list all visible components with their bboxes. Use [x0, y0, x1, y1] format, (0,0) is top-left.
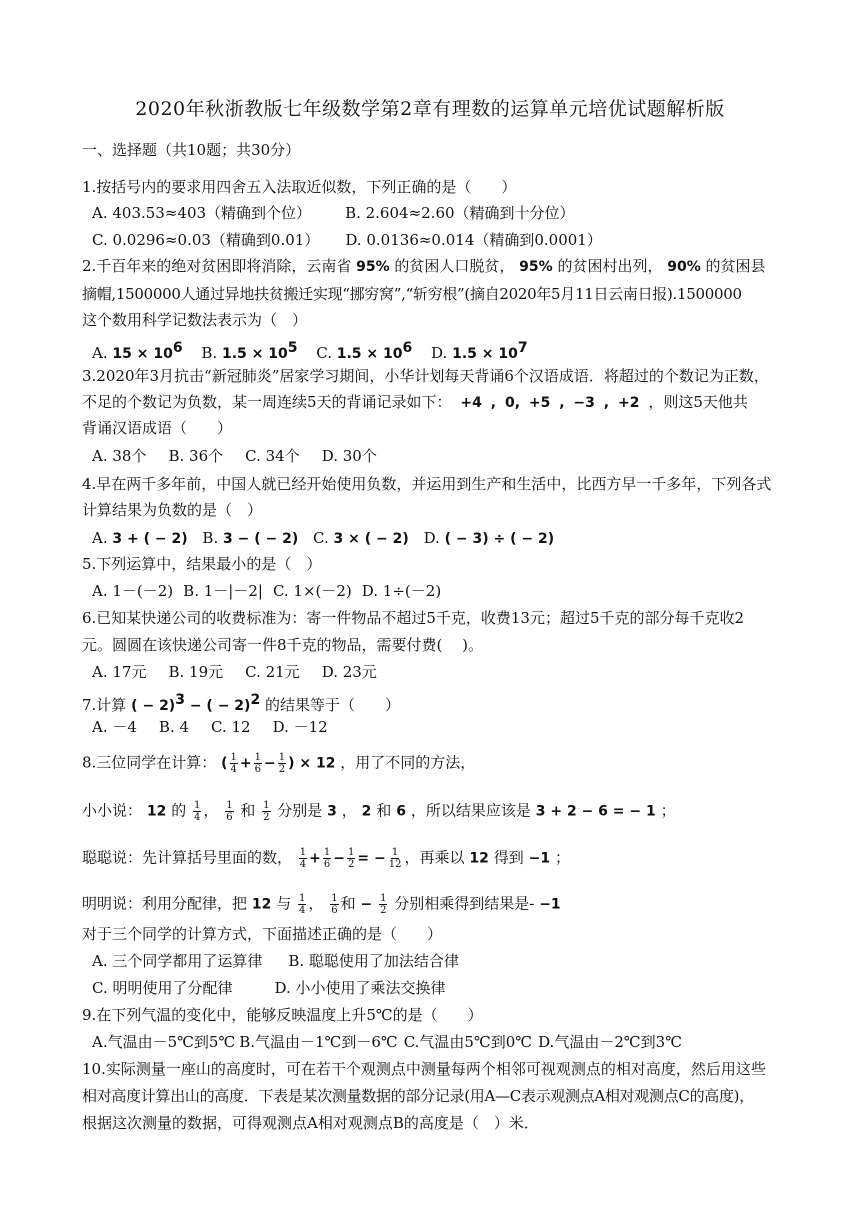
question-4-line2: 计算结果为负数的是（ ）: [82, 501, 263, 519]
numerator: 1: [331, 893, 338, 904]
denominator: 6: [254, 764, 261, 775]
denominator: 2: [348, 859, 355, 870]
option-expr: 1.5 × 10: [336, 346, 403, 362]
text: ，: [308, 894, 324, 913]
option-c: [313, 528, 409, 549]
fraction: [225, 800, 233, 823]
number: 12: [464, 850, 494, 867]
fraction: [347, 847, 355, 870]
question-2-line1: [82, 256, 766, 277]
option-b: B. 2.604≈2.60（精确到十分位）: [345, 204, 575, 222]
option-b: [202, 528, 298, 549]
option-label: A.: [92, 529, 108, 547]
fraction: [193, 800, 201, 823]
minus-sign: −: [333, 850, 346, 867]
denominator: 12: [388, 859, 402, 870]
numerator: 1: [226, 800, 233, 811]
denominator: 4: [230, 764, 237, 775]
question-10-line1: 10.实际测量一座山的高度时，可在若干个观测点中测量每两个相邻可视观测点的相对高度，然后用这些: [82, 1060, 766, 1078]
text: 得到: [493, 848, 524, 867]
expr: = −: [357, 850, 386, 867]
option-c: C. 0.0296≈0.03（精确到0.01）: [92, 231, 320, 249]
option-b: B. 1－|－2|: [183, 582, 263, 600]
text: 2.千百年来的绝对贫困即将消除，云南省: [82, 257, 357, 275]
text: ；: [554, 848, 570, 867]
numerator: 1: [278, 752, 286, 763]
option-c: C. 1×(－2): [272, 582, 352, 600]
plus-sign: +: [309, 850, 321, 867]
option-b: B. 聪聪使用了加法结合律: [288, 952, 459, 970]
question-3-line1: 3.2020年3月抗击“新冠肺炎”居家学习期间，小华计划每天背诵6个汉语成语．将超过的个数记为正数，: [82, 367, 769, 385]
option-label: B.: [202, 529, 219, 547]
number: −1: [534, 896, 561, 913]
text: ，: [341, 801, 357, 820]
text: 不足的个数记为负数，某一周连续5天的背诵记录如下：: [82, 393, 452, 411]
option-label: C.: [313, 529, 329, 547]
fraction: [379, 893, 387, 916]
xiaoxiao-says: [82, 800, 676, 823]
text: 明明说：利用分配律，把: [82, 894, 248, 913]
option-d: D. 0.0136≈0.014（精确到0.0001）: [345, 231, 602, 249]
option-a: A. 17元: [92, 663, 147, 681]
option-label: D.: [423, 529, 440, 547]
text: 和: [340, 894, 356, 913]
plus-sign: +: [239, 755, 252, 772]
option-expr: 3 × ( − 2): [333, 531, 409, 547]
number: 2: [356, 803, 377, 820]
exponent: 3: [175, 692, 185, 708]
question-2-line3: 这个数用科学记数法表示为（ ）: [82, 311, 308, 329]
option-c: C. 12: [211, 718, 251, 736]
paren-open: (: [221, 755, 228, 772]
numerator: 1: [299, 847, 307, 858]
text: 分别相乘得到结果是-: [394, 894, 535, 913]
numerator: 1: [254, 752, 261, 763]
text: 7.计算: [82, 696, 127, 714]
mingming-says: [82, 893, 561, 916]
question-3-line2: [82, 392, 748, 413]
fraction: [262, 800, 270, 823]
question-6-options: [92, 662, 399, 682]
text: 和: [235, 801, 261, 820]
question-1-stem: 1.按括号内的要求用四舍五入法取近似数，下列正确的是（ ）: [82, 178, 517, 196]
question-1-options-row1: [92, 203, 597, 223]
numerator: 1: [194, 800, 201, 811]
congcong-says: [82, 847, 570, 870]
text: 小小说：: [82, 801, 143, 820]
exponent: 5: [287, 340, 298, 356]
number: 3: [322, 803, 342, 820]
question-7-options: [92, 717, 350, 737]
option-d: D. 小小使用了乘法交换律: [274, 979, 446, 997]
option-b: B.气温由－1℃到－6℃: [239, 1033, 398, 1051]
denominator: 2: [278, 764, 286, 775]
option-label: B.: [201, 344, 218, 362]
question-3-line3: 背诵汉语成语（ ）: [82, 419, 233, 437]
denominator: 2: [263, 812, 270, 823]
option-c: C.气温由5℃到0℃: [403, 1033, 533, 1051]
question-6-line1: 6.已知某快递公司的收费标准为：寄一件物品不超过5千克，收费13元；超过5千克的部分每千克收2: [82, 609, 745, 627]
question-3-options: [92, 446, 399, 466]
text: 分别是: [272, 801, 323, 820]
numerator: 1: [263, 800, 270, 811]
option-b: B. 4: [158, 718, 190, 736]
text: 的贫困县: [700, 257, 766, 275]
question-8-options-row1: [92, 951, 481, 971]
denominator: 6: [331, 905, 338, 916]
numerator: 1: [230, 752, 237, 763]
option-a: A. 38个: [92, 447, 147, 465]
option-d: [424, 528, 555, 549]
option-label: A.: [92, 344, 108, 362]
text: 和: [376, 801, 392, 820]
option-d: D. －12: [272, 718, 328, 736]
minus-sign: −: [263, 755, 276, 772]
denominator: 4: [299, 905, 306, 916]
numerator: 1: [348, 847, 355, 858]
option-expr: 15 × 10: [112, 346, 173, 362]
fraction: [278, 752, 286, 775]
fraction: [230, 752, 238, 775]
page-title: 2020年秋浙教版七年级数学第2章有理数的运算单元培优试题解析版: [135, 98, 725, 120]
option-a: [92, 528, 188, 549]
fraction: [388, 847, 403, 870]
question-2-options: [92, 338, 550, 364]
percent: 95%: [519, 259, 553, 275]
option-label: D.: [431, 344, 448, 362]
exponent: 7: [517, 340, 528, 356]
question-7-stem: [82, 690, 400, 716]
number: 12: [247, 896, 277, 913]
text: ，则这5天他共: [648, 393, 748, 411]
text: 聪聪说：先计算括号里面的数，: [82, 848, 293, 867]
number: 12: [142, 803, 172, 820]
denominator: 4: [299, 859, 307, 870]
number: −1: [523, 850, 555, 867]
denominator: 6: [226, 812, 233, 823]
fraction: [323, 847, 331, 870]
question-8-stem: [82, 752, 475, 775]
option-d: D. 30个: [321, 447, 377, 465]
option-b: B. 36个: [168, 447, 224, 465]
exponent: 6: [402, 340, 413, 356]
question-4-line1: 4.早在两千多年前，中国人就已经开始使用负数，并运用到生产和生活中，比西方早一千多年，下列各式: [82, 475, 772, 493]
fraction: [299, 847, 307, 870]
option-a: A. 403.53≈403（精确到个位）: [92, 204, 312, 222]
question-1-options-row2: [92, 230, 624, 250]
option-a: A. －4: [92, 718, 137, 736]
option-c: C. 21元: [245, 663, 300, 681]
option-expr: 1.5 × 10: [221, 346, 288, 362]
record-values: +4 , 0, +5 , −3 , +2: [451, 395, 649, 411]
fraction: [330, 893, 338, 916]
expr: ( − 2): [126, 698, 176, 714]
percent: 95%: [356, 259, 390, 275]
section-heading: 一、选择题（共10题；共30分）: [82, 141, 301, 159]
number: 6: [391, 803, 411, 820]
text: ，所以结果应该是: [410, 801, 531, 820]
question-5-options: [92, 581, 463, 601]
fraction: [254, 752, 262, 775]
question-6-line2: 元。圆圆在该快递公司寄一件8千克的物品，需要付费( )。: [82, 636, 484, 654]
question-2-line2: 摘帽,1500000人通过异地扶贫搬迁实现“挪穷窝”,“斩穷根”(摘自2020年5月11日云南日报).1500000: [82, 285, 742, 303]
numerator: 1: [391, 847, 399, 858]
option-a: A. 1－(－2): [92, 582, 174, 600]
expr: 3 + 2 − 6 = − 1: [530, 803, 661, 820]
expr: − ( − 2): [184, 698, 251, 714]
question-10-line2: 相对高度计算出山的高度．下表是某次测量数据的部分记录(用A—C表示观测点A相对观测点C的高度)，: [82, 1087, 754, 1105]
question-8-judge: 对于三个同学的计算方式，下面描述正确的是（ ）: [82, 925, 443, 943]
question-9-options: [92, 1032, 704, 1052]
text: ；: [660, 801, 676, 820]
text: 的贫困村出列，: [552, 257, 668, 275]
text: 的贫困人口脱贫，: [389, 257, 520, 275]
option-d: D.气温由－2℃到3℃: [538, 1033, 682, 1051]
option-c: C. 34个: [245, 447, 300, 465]
option-a: A. 三个同学都用了运算律: [92, 952, 263, 970]
exponent: 6: [172, 340, 183, 356]
option-d: D. 23元: [321, 663, 377, 681]
text: ，: [203, 801, 219, 820]
option-expr: ( − 3) ÷ ( − 2): [444, 531, 555, 547]
option-b: B. 19元: [168, 663, 224, 681]
question-10-line3: 根据这次测量的数据，可得观测点A相对观测点B的高度是（ ）米．: [82, 1114, 539, 1132]
denominator: 4: [194, 812, 201, 823]
question-5-stem: 5.下列运算中，结果最小的是（ ）: [82, 555, 322, 573]
text: ，再乘以: [404, 848, 465, 867]
numerator: 1: [323, 847, 331, 858]
question-8-options-row2: [92, 978, 468, 998]
option-d: D. 1÷(－2): [361, 582, 442, 600]
option-a: [92, 338, 183, 364]
denominator: 6: [323, 859, 331, 870]
percent: 90%: [667, 259, 701, 275]
option-b: [201, 338, 297, 364]
option-a: A.气温由－5℃到5℃: [92, 1033, 236, 1051]
numerator: 1: [380, 893, 387, 904]
text: 与: [276, 894, 292, 913]
option-expr: 3 − ( − 2): [223, 531, 299, 547]
option-c: [316, 338, 412, 364]
exponent: 2: [250, 692, 261, 708]
option-c: C. 明明使用了分配律: [92, 979, 233, 997]
denominator: 2: [380, 905, 387, 916]
text: 的: [171, 801, 187, 820]
option-expr: 1.5 × 10: [452, 346, 518, 362]
expr: ) × 12: [288, 755, 336, 772]
question-4-options: [92, 528, 576, 549]
text: ，用了不同的方法，: [340, 753, 476, 772]
option-expr: 3 + ( − 2): [112, 531, 188, 547]
option-d: [431, 338, 528, 364]
option-label: C.: [316, 344, 332, 362]
question-9-stem: 9.在下列气温的变化中，能够反映温度上升5℃的是（ ）: [82, 1006, 483, 1024]
text: 的结果等于（ ）: [260, 696, 400, 714]
numerator: 1: [299, 893, 306, 904]
text: 8.三位同学在计算：: [82, 753, 217, 772]
fraction: [298, 893, 306, 916]
minus-sign: −: [355, 896, 378, 913]
